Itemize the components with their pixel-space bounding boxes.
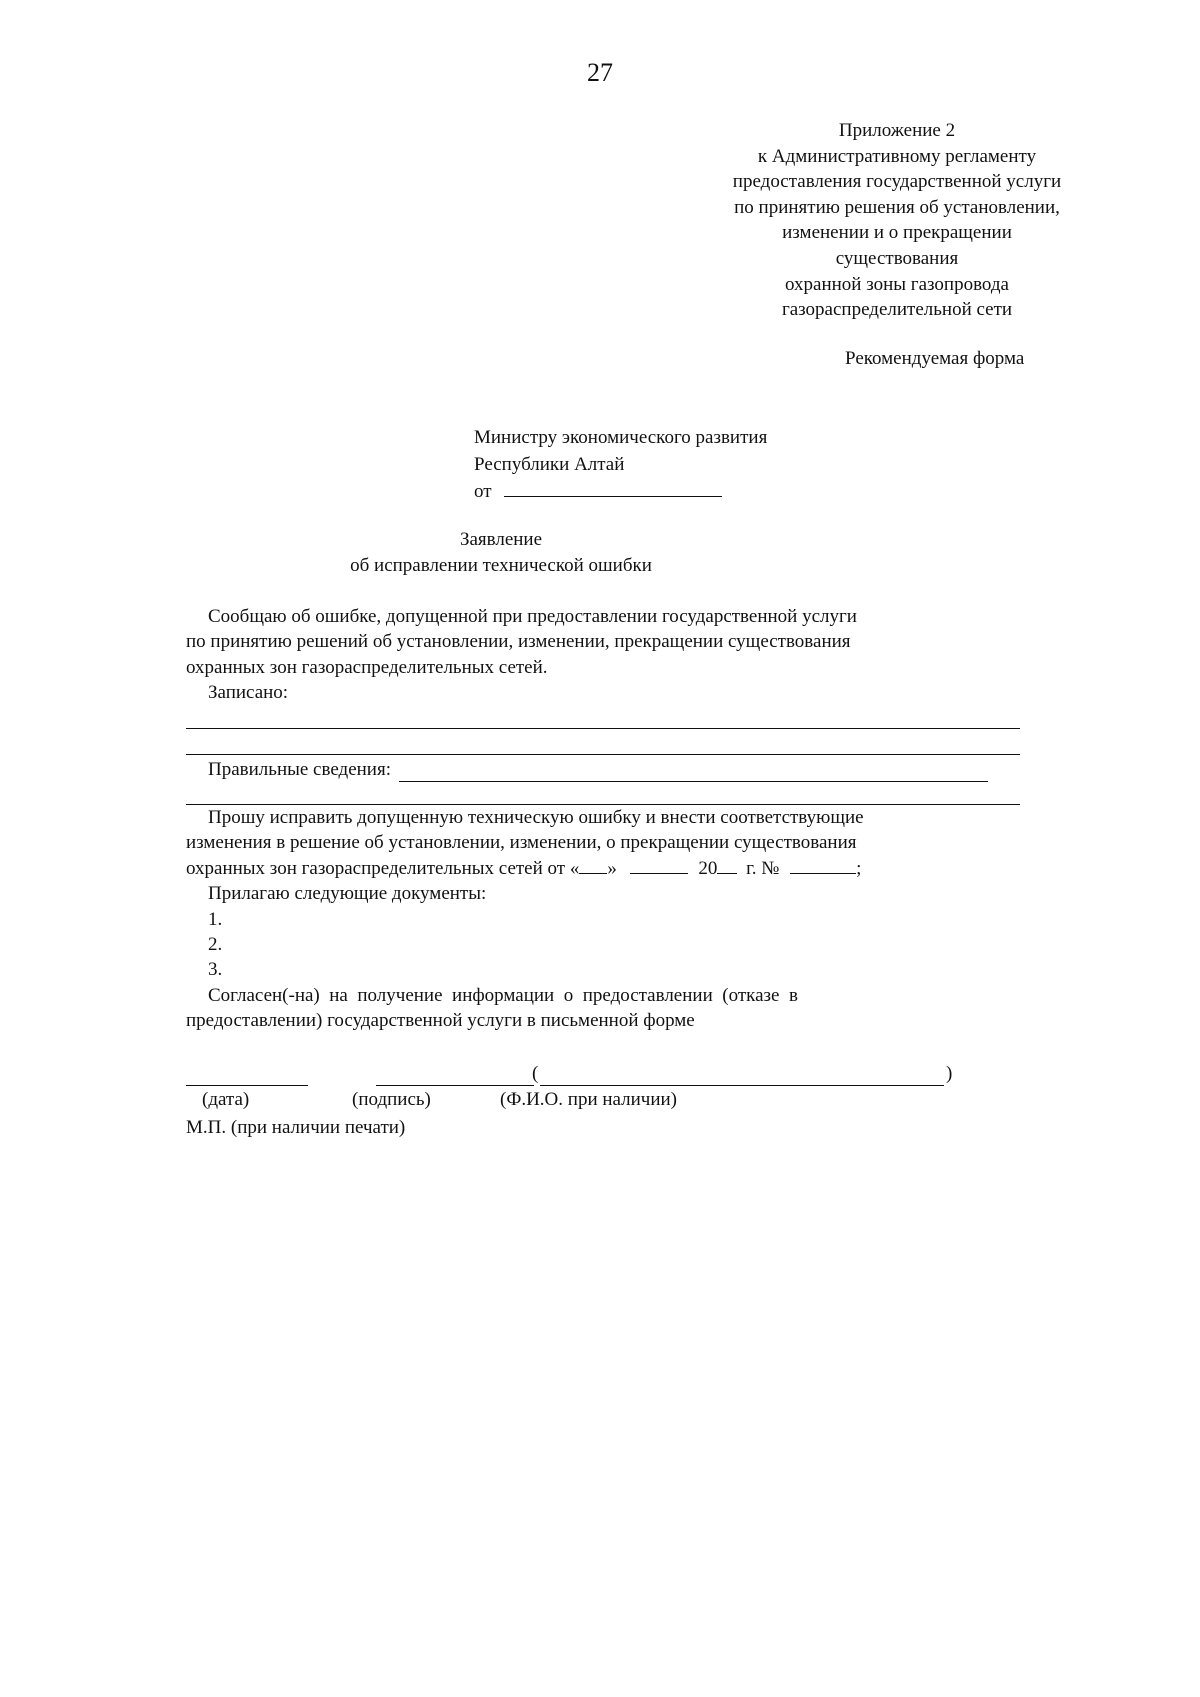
appendix-line: существования <box>835 247 959 269</box>
appendix-line: к Административному регламенту <box>757 145 1037 167</box>
attachment-item: 1. <box>208 908 223 930</box>
request-paragraph-line: изменения в решение об установлении, изменении, о прекращении существования <box>186 832 857 854</box>
appendix-line: охранной зоны газопровода <box>785 273 1009 295</box>
appendix-line: по принятию решения об установлении, <box>734 196 1060 218</box>
addressee-block <box>474 424 767 505</box>
title-line: Заявление <box>459 529 543 550</box>
page-number: 27 <box>587 58 613 87</box>
written-field-line-2[interactable] <box>186 754 1020 755</box>
signature-caption: (подпись) <box>352 1089 431 1110</box>
attachment-item: 3. <box>208 959 223 981</box>
correct-info-label: Правильные сведения: <box>208 758 391 780</box>
from-row <box>474 478 767 505</box>
full-name-field[interactable] <box>540 1085 944 1086</box>
stamp-note: М.П. (при наличии печати) <box>186 1117 406 1138</box>
decision-number-field[interactable] <box>790 857 856 874</box>
appendix-line: Приложение 2 <box>838 120 956 141</box>
document-title <box>81 527 921 579</box>
appendix-line: газораспределительной сети <box>781 299 1013 321</box>
date-field[interactable] <box>186 1085 308 1086</box>
request-end: ; <box>856 857 862 879</box>
signature-captions <box>186 1089 966 1115</box>
request-paragraph-line: охранных зон газораспределительных сетей от « <box>186 857 580 879</box>
full-name-caption: (Ф.И.О. при наличии) <box>500 1089 678 1110</box>
number-label: г. № <box>746 857 780 879</box>
month-field[interactable] <box>630 857 688 874</box>
day-field[interactable] <box>579 857 607 874</box>
attachment-item: 2. <box>208 934 223 956</box>
report-paragraph-line: по принятию решений об установлении, изменении, прекращении существования <box>186 631 851 653</box>
close-paren: ) <box>946 1063 953 1084</box>
date-caption: (дата) <box>202 1089 250 1110</box>
title-subtitle: об исправлении технической ошибки <box>350 555 652 576</box>
year-field[interactable] <box>717 857 737 874</box>
addressee-line: Министру экономического развития <box>474 427 768 448</box>
open-paren: ( <box>532 1063 539 1084</box>
appendix-header <box>657 118 1137 323</box>
from-label: от <box>474 481 492 502</box>
report-paragraph-line: Сообщаю об ошибке, допущенной при предоставлении государственной услуги <box>208 606 857 627</box>
attachments-label: Прилагаю следующие документы: <box>208 883 487 905</box>
signature-field[interactable] <box>376 1085 534 1086</box>
signature-lines <box>186 1063 966 1089</box>
year-prefix: 20 <box>698 857 718 879</box>
quote-close: » <box>607 857 617 879</box>
appendix-line: изменении и о прекращении <box>782 222 1012 244</box>
consent-paragraph-line: предоставлении) государственной услуги в письменной форме <box>186 1010 695 1032</box>
application-body <box>186 604 1020 1034</box>
consent-paragraph-line: Согласен(-на) на получение информации о предоставлении (отказе в <box>208 984 798 1006</box>
request-date-row <box>186 856 1020 881</box>
correct-info-field[interactable] <box>399 763 988 782</box>
correct-info-row <box>186 757 1020 782</box>
recommended-form-label: Рекомендуемая форма <box>845 348 1025 369</box>
request-paragraph-line: Прошу исправить допущенную техническую ошибку и внести соответствующие <box>208 807 864 829</box>
written-label: Записано: <box>208 682 289 704</box>
appendix-line: предоставления государственной услуги <box>732 171 1062 193</box>
report-paragraph-line: охранных зон газораспределительных сетей. <box>186 656 548 678</box>
signature-block <box>186 1063 966 1139</box>
from-field[interactable] <box>504 478 722 497</box>
addressee-line: Республики Алтай <box>474 454 625 475</box>
